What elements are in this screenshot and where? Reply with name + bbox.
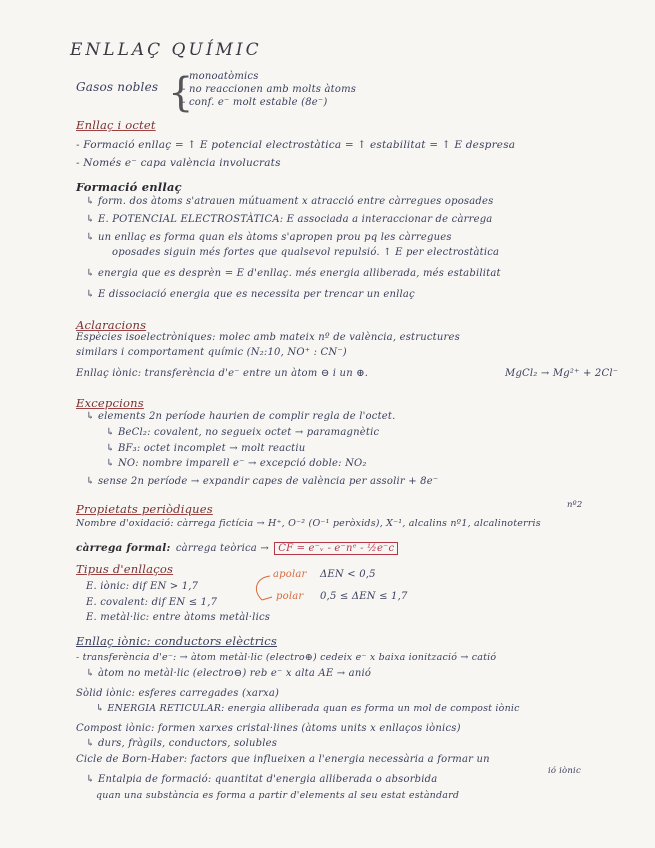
aclaracions-line: Espècies isoelectròniques: molec amb mateix nº de valència, estructures	[76, 332, 460, 343]
section-heading-octet: Enllaç i octet	[76, 118, 156, 132]
gasos-label: Gasos nobles	[76, 80, 159, 94]
section-heading-tipus: Tipus d'enllaços	[76, 562, 174, 576]
formacio-line: ↳ energia que es desprèn = E d'enllaç. més energia alliberada, més estabilitat	[86, 268, 501, 279]
ionic-line: ↳ Entalpia de formació: quantitat d'energia alliberada o absorbida	[86, 774, 438, 785]
excepcions-line: ↳ NO: nombre imparell e⁻ → excepció doble: NO₂	[106, 458, 367, 469]
section-heading-excepcions: Excepcions	[76, 396, 144, 410]
ionic-line: ↳ durs, fràgils, conductors, solubles	[86, 738, 278, 749]
carrega-formal-text: càrrega teòrica →	[175, 543, 269, 554]
carrega-formal-label: càrrega formal:	[76, 542, 171, 554]
ionic-line: ↳ àtom no metàl·lic (electro⊖) reb e⁻ x alta AE → anió	[86, 668, 372, 679]
octet-line: - Només e⁻ capa valència involucrats	[76, 157, 281, 169]
ionic-line: Compost iònic: formen xarxes cristal·lines (àtoms units x enllaços iònics)	[76, 723, 461, 734]
section-heading-ionic: Enllaç iònic: conductors elèctrics	[76, 634, 278, 648]
ionic-line: Cicle de Born-Haber: factors que influeixen a l'energia necessària a formar un	[76, 754, 490, 765]
tipus-line: E. covalent: dif EN ≤ 1,7	[86, 597, 218, 608]
aclaracions-equation: MgCl₂ → Mg²⁺ + 2Cl⁻	[505, 368, 619, 379]
formacio-line: ↳ un enllaç es forma quan els àtoms s'apropen prou pq les càrregues	[86, 232, 452, 243]
ionic-line: - transferència d'e⁻: → àtom metàl·lic (electro⊕) cedeix e⁻ x baixa ionització → catió	[76, 652, 497, 663]
tipus-line: E. metàl·lic: entre àtoms metàl·lics	[86, 612, 271, 623]
formacio-line: oposades siguin més fortes que qualsevol repulsió. ↑ E per electrostàtica	[112, 247, 500, 258]
polar-label: polar	[276, 591, 304, 602]
section-heading-aclaracions: Aclaracions	[76, 318, 147, 332]
ionic-line: ió iònic	[548, 766, 581, 776]
tipus-line: E. iònic: dif EN > 1,7	[86, 581, 199, 592]
brace-icon: {	[168, 70, 194, 116]
apolar-label: apolar	[273, 569, 307, 580]
polar-condition: 0,5 ≤ ΔEN ≤ 1,7	[320, 591, 408, 602]
aclaracions-line: Enllaç iònic: transferència d'e⁻ entre un àtom ⊖ i un ⊕.	[76, 368, 369, 379]
formacio-line: ↳ form. dos àtoms s'atrauen mútuament x atracció entre càrregues oposades	[86, 196, 494, 207]
section-heading-formacio: Formació enllaç	[76, 180, 182, 194]
oxidacio-line: Nombre d'oxidació: càrrega fictícia → H⁺, O⁻² (O⁻¹ peròxids), X⁻¹, alcalins nº1, alcalinoterris	[76, 518, 541, 529]
ionic-line: quan una substància es forma a partir d'elements al seu estat estàndard	[96, 790, 460, 801]
section-heading-propietats: Propietats periòdiques	[76, 502, 213, 516]
formula-box: CF = e⁻ᵥ - e⁻nᵉ - ½e⁻c	[274, 542, 398, 555]
apolar-condition: ΔEN < 0,5	[320, 569, 376, 580]
ionic-line: Sòlid iònic: esferes carregades (xarxa)	[76, 688, 280, 699]
octet-line: - Formació enllaç = ↑ E potencial electrostàtica = ↑ estabilitat = ↑ E despresa	[76, 139, 516, 151]
excepcions-line: ↳ sense 2n període → expandir capes de valència per assolir + 8e⁻	[86, 476, 439, 487]
excepcions-line: ↳ BF₃: octet incomplet → molt reactiu	[106, 443, 306, 454]
propietats-superscript: nº2	[567, 500, 583, 510]
gasos-item: - monoatòmics	[182, 71, 259, 82]
excepcions-line: ↳ elements 2n període haurien de complir regla de l'octet.	[86, 411, 396, 422]
gasos-item: - conf. e⁻ molt estable (8e⁻)	[182, 97, 328, 108]
ionic-line: ↳ ENERGIA RETICULAR: energia alliberada quan es forma un mol de compost iònic	[96, 703, 520, 714]
gasos-item: - no reaccionen amb molts àtoms	[182, 84, 357, 95]
page-title: ENLLAÇ QUÍMIC	[70, 40, 262, 60]
formacio-line: ↳ E. POTENCIAL ELECTROSTÀTICA: E associada a interaccionar de càrrega	[86, 214, 493, 225]
formacio-line: ↳ E dissociació energia que es necessita per trencar un enllaç	[86, 289, 415, 300]
aclaracions-line: similars i comportament químic (N₂:10, NO⁺ : CN⁻)	[76, 347, 347, 358]
excepcions-line: ↳ BeCl₂: covalent, no segueix octet → paramagnètic	[106, 427, 380, 438]
